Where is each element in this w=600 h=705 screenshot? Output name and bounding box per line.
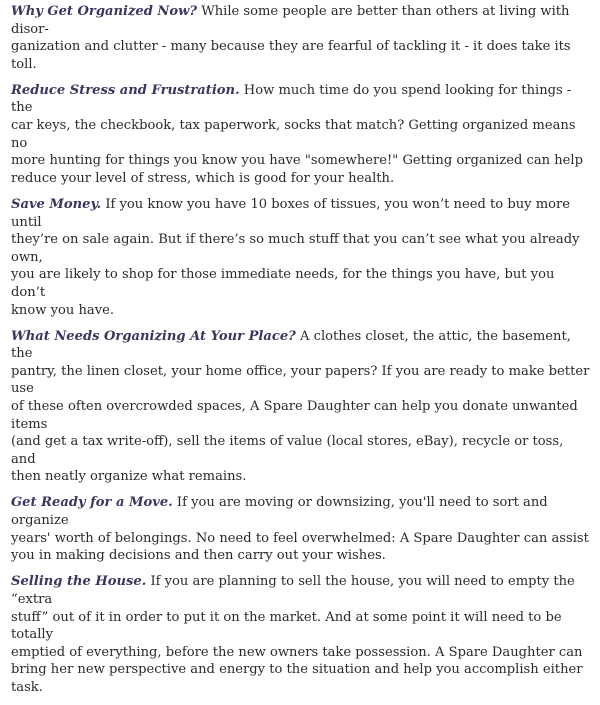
paragraph-heading: Selling the House. [11, 574, 147, 590]
paragraph-selling-the-house [11, 573, 591, 696]
paragraph-heading: Get Ready for a Move. [11, 495, 173, 511]
paragraph-text: A clothes closet, the attic, the basement, the pantry, the linen closet, your home office, your papers? If you are ready to make better use of these often overcrowded spaces, A Spare Daughter can help you donate unwanted items (and get a tax write-off), sell the items of value (local stores, eBay), recycle or toss, and then neatly organize what remains. [11, 328, 590, 485]
document-body [11, 3, 591, 705]
paragraph-text: How much time do you spend looking for things - the car keys, the checkbook, tax paperwork, socks that match? Getting organized means no more hunting for things you know you have "somewhere!" Getting organized can help reduce your level of stress, which is good for your health. [11, 82, 584, 186]
paragraph-save-money [11, 196, 591, 319]
paragraph-heading: Reduce Stress and Frustration. [11, 82, 240, 98]
paragraph-reduce-stress [11, 82, 591, 188]
paragraph-heading: Save Money. [11, 196, 102, 212]
paragraph-get-ready-for-move [11, 494, 591, 564]
paragraph-text: While some people are better than others at living with disor- ganization and clutter - many because they are fearful of tackling it - it does take its toll. [11, 4, 571, 72]
paragraph-what-needs-organizing [11, 328, 591, 486]
paragraph-text: If you know you have 10 boxes of tissues, you won’t need to buy more until they’re on sale again. But if there’s so much stuff that you can’t see what you already own, you are likely to shop for those immediate needs, for the things you have, but you don’t know you have. [11, 196, 580, 318]
paragraph-text: If you are planning to sell the house, you will need to empty the “extra stuff” out of it in order to put it on the market. And at some point it will need to be totally emptied of everything, before the new owners take possession. A Spare Daughter can bring her new perspective and energy to the situation and help you accomplish either task. [11, 574, 583, 695]
paragraph-heading: Why Get Organized Now? [11, 4, 198, 19]
paragraph-why-get-organized [11, 3, 591, 73]
paragraph-heading: What Needs Organizing At Your Place? [11, 328, 296, 344]
paragraph-text: If you are moving or downsizing, you'll need to sort and organize years' worth of belongings. No need to feel overwhelmed: A Spare Daughter can assist you in making decisions and then carry out your wishes. [11, 495, 589, 564]
